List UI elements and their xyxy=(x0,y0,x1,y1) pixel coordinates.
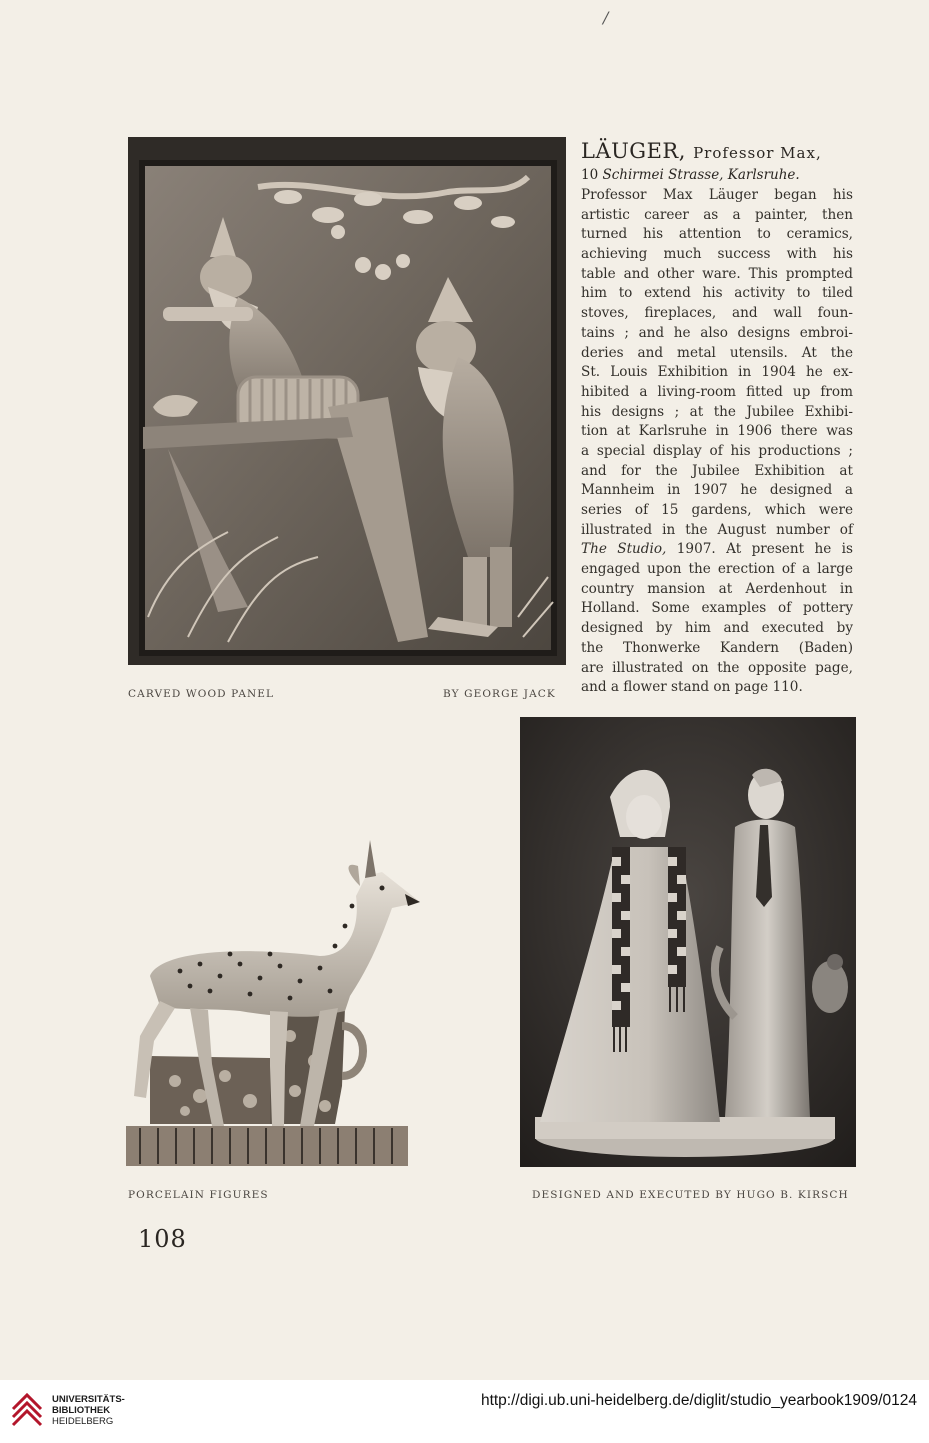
body-line: country mansion at Aerdenhout in xyxy=(581,580,853,597)
university-library-logo-icon xyxy=(10,1391,44,1431)
studio-title: The Studio, xyxy=(581,541,667,558)
body-line: the Thonwerke Kandern (Baden) xyxy=(581,639,853,656)
body-line-studio xyxy=(581,540,853,560)
porcelain-figures-illustration xyxy=(520,717,856,1167)
body-line: artistic career as a painter, then xyxy=(581,206,853,223)
body-line: a special display of his productions ; xyxy=(581,442,853,459)
article-lauger xyxy=(581,139,853,698)
address-street: Schirmei Strasse, Karlsruhe. xyxy=(602,167,800,183)
body-line: stoves, fireplaces, and wall foun- xyxy=(581,305,853,322)
library-name-line3: HEIDELBERG xyxy=(52,1416,114,1427)
caption-designed-by-hugo-kirsch: DESIGNED AND EXECUTED BY HUGO B. KIRSCH xyxy=(532,1189,849,1201)
body-line: designed by him and executed by xyxy=(581,620,853,637)
article-heading xyxy=(581,139,853,165)
body-line: St. Louis Exhibition in 1904 he ex- xyxy=(581,364,853,381)
body-line: Mannheim in 1907 he designed a xyxy=(581,482,853,499)
body-line: hibited a living-room fitted up from xyxy=(581,383,853,400)
body-line: are illustrated on the opposite page, xyxy=(581,659,853,676)
porcelain-figures-photo xyxy=(520,717,856,1167)
studio-rest: 1907. At present he is xyxy=(666,541,853,558)
carved-wood-panel-photo xyxy=(128,137,566,665)
body-line: engaged upon the erection of a large xyxy=(581,561,853,578)
porcelain-deer-illustration xyxy=(120,836,420,1168)
body-line: turned his attention to ceramics, xyxy=(581,226,853,243)
library-name-line2: BIBLIOTHEK xyxy=(52,1405,111,1416)
body-line: tion at Karlsruhe in 1906 there was xyxy=(581,423,853,440)
heading-title: Professor Max, xyxy=(693,144,822,162)
body-line: deries and metal utensils. At the xyxy=(581,344,853,361)
body-line: Professor Max Läuger began his xyxy=(581,187,853,203)
page-edge-mark: / xyxy=(603,8,609,27)
body-line: his designs ; at the Jubilee Exhibi- xyxy=(581,403,853,420)
body-line: series of 15 gardens, which were xyxy=(581,502,853,518)
library-name-line1: UNIVERSITÄTS- xyxy=(52,1394,125,1405)
address-number: 10 xyxy=(581,167,599,183)
footer-bar xyxy=(0,1380,929,1443)
porcelain-deer-figure xyxy=(120,836,420,1168)
article-address xyxy=(581,165,853,185)
source-url-link[interactable]: http://digi.ub.uni-heidelberg.de/diglit/studio_yearbook1909/0124 xyxy=(480,1392,917,1409)
body-line: and for the Jubilee Exhibition at xyxy=(581,462,853,479)
page-number: 108 xyxy=(138,1225,187,1253)
body-line: Holland. Some examples of pottery xyxy=(581,600,853,617)
body-line: tains ; and he also designs embroi- xyxy=(581,324,853,341)
body-line: illustrated in the August number of xyxy=(581,521,853,538)
body-line: him to extend his activity to tiled xyxy=(581,285,853,302)
body-line: table and other ware. This prompted xyxy=(581,265,853,282)
heading-name: LÄUGER, xyxy=(581,139,686,163)
article-body xyxy=(581,186,853,698)
caption-porcelain-figures: PORCELAIN FIGURES xyxy=(128,1189,269,1201)
library-name xyxy=(52,1394,125,1427)
carved-wood-panel-illustration xyxy=(128,137,566,665)
body-line: and a flower stand on page 110. xyxy=(581,679,803,696)
caption-carved-wood-panel: CARVED WOOD PANEL xyxy=(128,688,275,700)
body-line: achieving much success with his xyxy=(581,246,853,263)
caption-by-george-jack: BY GEORGE JACK xyxy=(443,688,556,700)
